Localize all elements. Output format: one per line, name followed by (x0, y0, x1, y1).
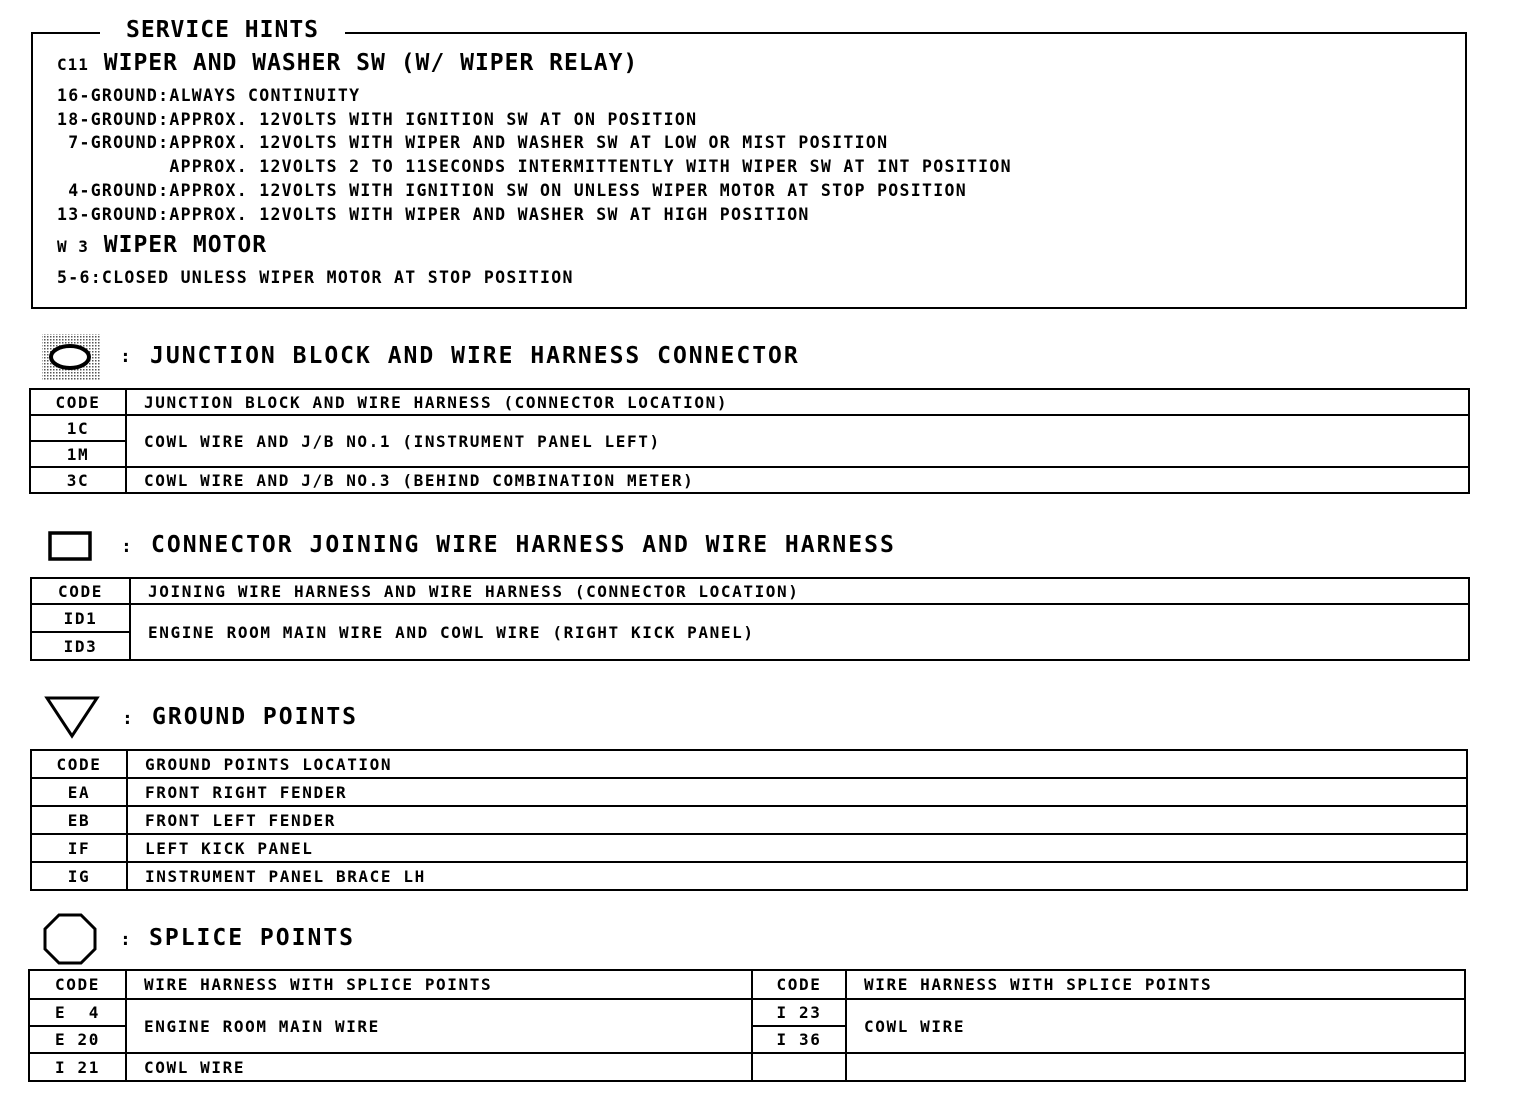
junction-block-icon (41, 333, 101, 381)
code-cell: E 20 (29, 1026, 126, 1053)
table-header-harness: WIRE HARNESS WITH SPLICE POINTS (846, 970, 1465, 999)
code-cell: I 36 (752, 1026, 846, 1053)
table-row (31, 834, 1467, 862)
code-cell: IF (31, 834, 127, 862)
code-cell: E 4 (29, 999, 126, 1026)
location-cell: INSTRUMENT PANEL BRACE LH (127, 862, 1467, 890)
legend-colon: : (122, 708, 133, 729)
harness-cell: COWL WIRE (126, 1053, 752, 1081)
hint-line: 13-GROUND:APPROX. 12VOLTS WITH WIPER AND WASHER SW AT HIGH POSITION (57, 205, 810, 224)
ground-points-title: GROUND POINTS (152, 704, 359, 730)
code-cell: EB (31, 806, 127, 834)
ground-triangle-icon (44, 695, 100, 739)
code-cell: ID1 (31, 604, 130, 632)
splice-points-table (28, 969, 1466, 1082)
table-row (31, 604, 1469, 632)
hint-line: 18-GROUND:APPROX. 12VOLTS WITH IGNITION SW AT ON POSITION (57, 110, 698, 129)
ground-points-table (30, 749, 1468, 891)
table-row (30, 415, 1469, 441)
hint-line: APPROX. 12VOLTS 2 TO 11SECONDS INTERMITTENTLY WITH WIPER SW AT INT POSITION (57, 157, 1012, 176)
location-cell: LEFT KICK PANEL (127, 834, 1467, 862)
code-cell: I 21 (29, 1053, 126, 1081)
table-header-code: CODE (752, 970, 846, 999)
table-header-code: CODE (31, 578, 130, 604)
harness-cell: COWL WIRE (846, 999, 1465, 1053)
component-heading (57, 50, 638, 76)
hint-line: 16-GROUND:ALWAYS CONTINUITY (57, 86, 361, 105)
code-cell: EA (31, 778, 127, 806)
table-row (29, 1053, 1465, 1081)
location-cell: FRONT LEFT FENDER (127, 806, 1467, 834)
location-cell: COWL WIRE AND J/B NO.3 (BEHIND COMBINATION METER) (126, 467, 1469, 493)
code-cell: 1M (30, 441, 126, 467)
harness-cell: ENGINE ROOM MAIN WIRE (126, 999, 752, 1053)
table-header-harness: WIRE HARNESS WITH SPLICE POINTS (126, 970, 752, 999)
splice-octagon-icon (42, 912, 98, 966)
code-cell: IG (31, 862, 127, 890)
connector-joining-table (30, 577, 1470, 661)
hint-line: 7-GROUND:APPROX. 12VOLTS WITH WIPER AND WASHER SW AT LOW OR MIST POSITION (57, 133, 889, 152)
component-code: C11 (57, 55, 89, 74)
code-cell: I 23 (752, 999, 846, 1026)
empty-cell (846, 1053, 1465, 1081)
code-cell: 3C (30, 467, 126, 493)
connector-rectangle-icon (48, 531, 92, 561)
table-header-row (29, 970, 1465, 999)
hint-line: 5-6:CLOSED UNLESS WIPER MOTOR AT STOP POSITION (57, 268, 574, 287)
table-row (30, 467, 1469, 493)
component-heading (57, 232, 267, 258)
legend-colon: : (120, 346, 131, 367)
table-header-location: JOINING WIRE HARNESS AND WIRE HARNESS (CONNECTOR LOCATION) (130, 578, 1469, 604)
table-row (31, 778, 1467, 806)
table-row (29, 999, 1465, 1026)
table-header-row (31, 750, 1467, 778)
junction-block-title: JUNCTION BLOCK AND WIRE HARNESS CONNECTOR (150, 343, 800, 369)
table-header-code: CODE (29, 970, 126, 999)
table-header-code: CODE (30, 389, 126, 415)
junction-block-table (29, 388, 1470, 494)
table-row (31, 862, 1467, 890)
hint-line: 4-GROUND:APPROX. 12VOLTS WITH IGNITION SW ON UNLESS WIPER MOTOR AT STOP POSITION (57, 181, 967, 200)
location-cell: FRONT RIGHT FENDER (127, 778, 1467, 806)
code-cell: ID3 (31, 632, 130, 660)
empty-cell (752, 1053, 846, 1081)
table-header-code: CODE (31, 750, 127, 778)
legend-colon: : (121, 536, 132, 557)
component-code: W 3 (57, 237, 89, 256)
table-header-location: GROUND POINTS LOCATION (127, 750, 1467, 778)
table-header-location: JUNCTION BLOCK AND WIRE HARNESS (CONNECTOR LOCATION) (126, 389, 1469, 415)
location-cell: ENGINE ROOM MAIN WIRE AND COWL WIRE (RIGHT KICK PANEL) (130, 604, 1469, 660)
location-cell: COWL WIRE AND J/B NO.1 (INSTRUMENT PANEL LEFT) (126, 415, 1469, 467)
table-header-row (30, 389, 1469, 415)
service-hints-title: SERVICE HINTS (100, 17, 345, 43)
code-cell: 1C (30, 415, 126, 441)
splice-points-title: SPLICE POINTS (149, 925, 356, 951)
table-header-row (31, 578, 1469, 604)
connector-joining-title: CONNECTOR JOINING WIRE HARNESS AND WIRE HARNESS (151, 532, 896, 558)
table-row (31, 806, 1467, 834)
legend-colon: : (120, 929, 131, 950)
component-name: WIPER MOTOR (103, 232, 268, 258)
component-name: WIPER AND WASHER SW (W/ WIPER RELAY) (103, 50, 639, 76)
